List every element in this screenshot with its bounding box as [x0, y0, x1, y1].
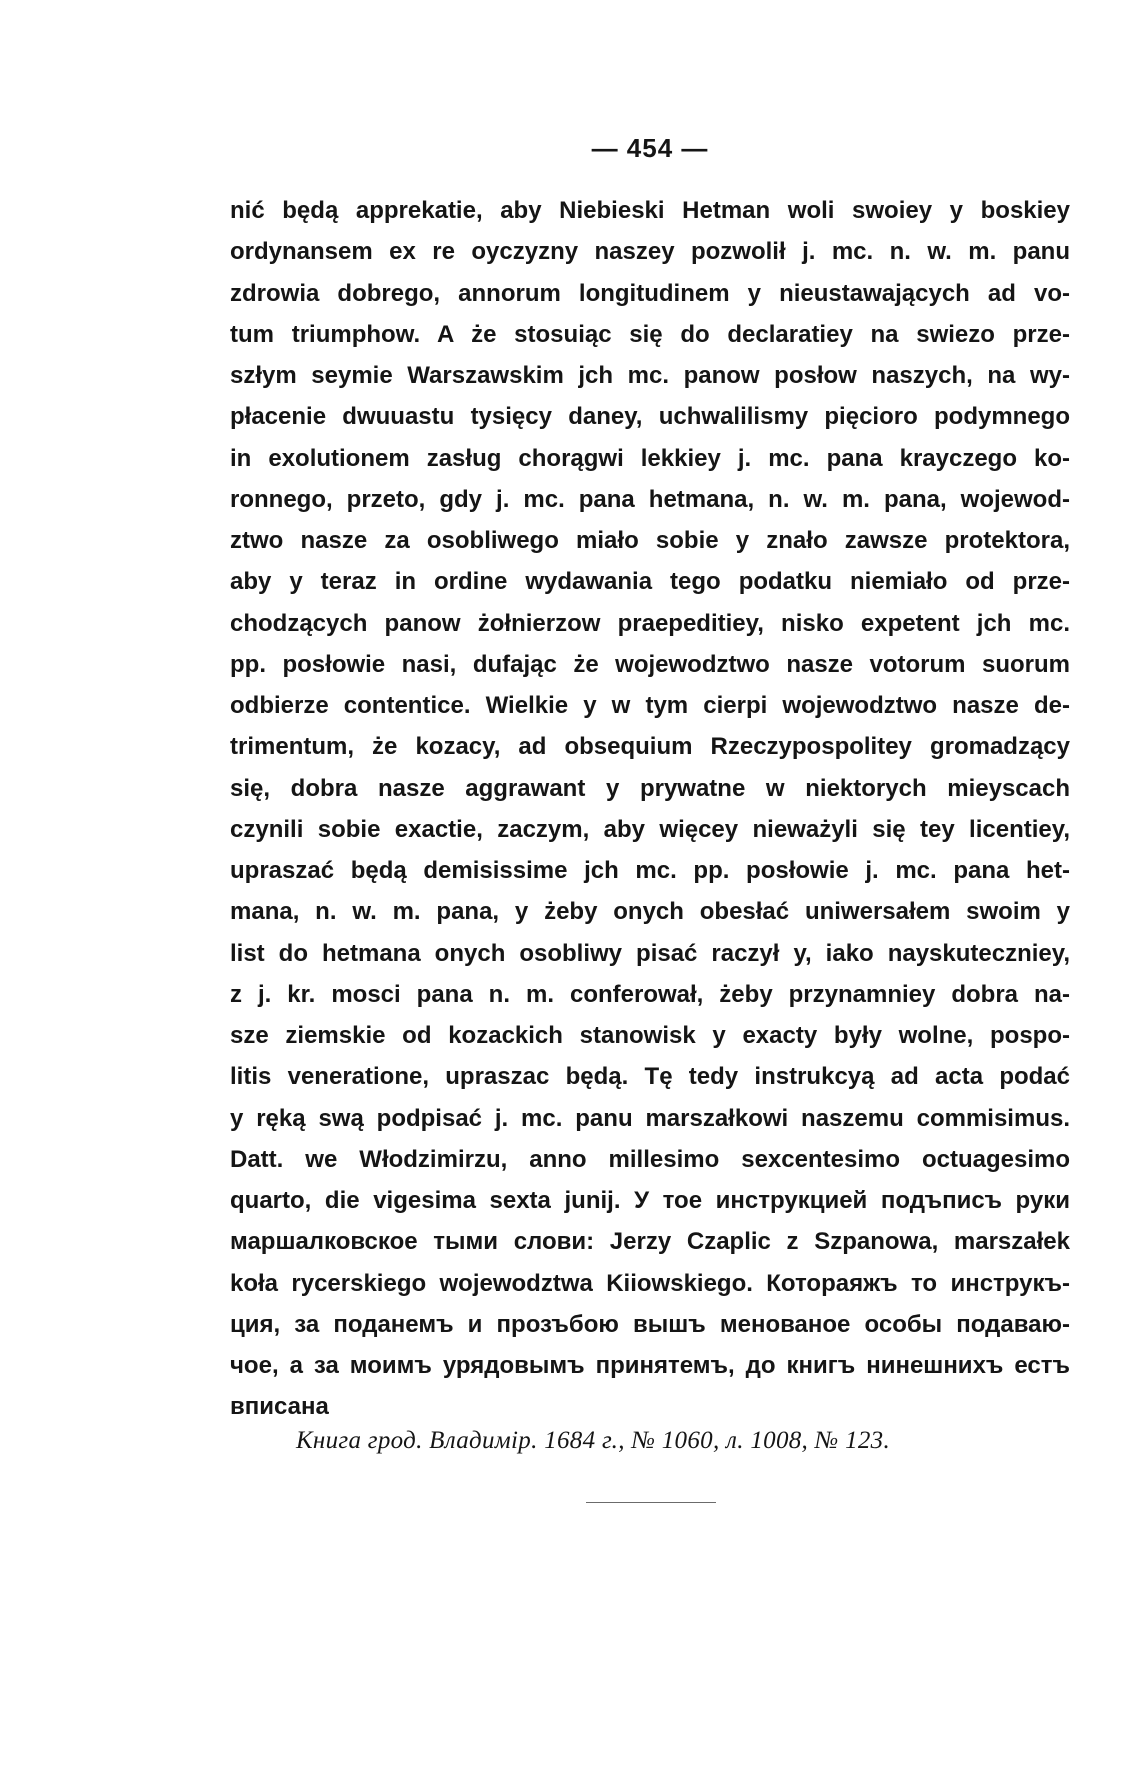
text-line: nić będą apprekatie, aby Niebieski Hetman woli swoiey y boskiey: [230, 197, 1070, 224]
text-line: się, dobra nasze aggrawant y prywatne w niektorych mieyscach: [230, 774, 1070, 802]
text-line: маршалковское тыми слови: Jerzy Czaplic z Szpanowa, marszałek: [230, 1228, 1070, 1256]
text-line: Datt. we Włodzimirzu, anno millesimo sexcentesimo octuagesimo: [230, 1145, 1070, 1173]
text-line: chodzących panow żołnierzow praepeditiey, nisko expetent jch mc.: [230, 609, 1070, 637]
text-line: ция, за поданемъ и прозъбою вышъ менованое особы подаваю-: [230, 1310, 1070, 1338]
text-line: odbierze contentice. Wielkie y w tym cierpi wojewodztwo nasze de-: [230, 692, 1070, 719]
text-line: koła rycerskiego wojewodztwa Kiiowskiego. Котораяжъ то инструкъ-: [230, 1269, 1070, 1297]
page-number: — 454 —: [591, 133, 709, 163]
text-line: litis veneratione, upraszac będą. Tę tedy instrukcyą ad acta podać: [230, 1063, 1070, 1091]
text-line: z j. kr. mosci pana n. m. conferował, żeby przynamniey dobra na-: [230, 980, 1070, 1008]
text-line: trimentum, że kozacy, ad obsequium Rzeczypospolitey gromadzący: [230, 733, 1070, 761]
text-line: mana, n. w. m. pana, y żeby onych obesłać uniwersałem swoim y: [230, 898, 1070, 926]
text-line: tum triumphow. A że stosuiąc się do declaratiey na swiezo prze-: [230, 320, 1070, 348]
text-line: y ręką swą podpisać j. mc. panu marszałkowi naszemu commisimus.: [230, 1104, 1070, 1132]
text-line: szłym seymie Warszawskim jch mc. panow posłow naszych, na wy-: [230, 362, 1070, 389]
text-line: aby y teraz in ordine wydawania tego podatku niemiało od prze-: [230, 568, 1070, 596]
text-line: czynili sobie exactie, zaczym, aby więcey nieważyli się tey licentiey,: [230, 815, 1070, 843]
archival-citation: Книга грод. Владимір. 1684 г., № 1060, л. 1008, № 123.: [296, 1427, 891, 1454]
text-line: płacenie dwuuastu tysięcy daney, uchwalilismy pięcioro podymnego: [230, 403, 1070, 431]
closing-rule: [586, 1502, 716, 1503]
text-line: ordynansem ex re oyczyzny naszey pozwolił j. mc. n. w. m. panu: [230, 238, 1070, 266]
text-line: upraszać będą demisissime jch mc. pp. posłowie j. mc. pana het-: [230, 857, 1070, 884]
text-line: sze ziemskie od kozackich stanowisk y exacty były wolne, pospo-: [230, 1022, 1070, 1049]
text-line: quarto, die vigesima sexta junij. У тое инструкцией подъписъ руки: [230, 1187, 1070, 1214]
text-line: pp. posłowie nasi, dufając że wojewodztwo nasze votorum suorum: [230, 650, 1070, 678]
text-line: ronnego, przeto, gdy j. mc. pana hetmana, n. w. m. pana, wojewod-: [230, 485, 1070, 513]
text-line: in exolutionem zasług chorągwi lekkiey j. mc. pana krayczego ko-: [230, 444, 1070, 472]
text-line: ztwo nasze za osobliwego miało sobie y znało zawsze protektora,: [230, 527, 1070, 554]
text-line: чое, а за моимъ урядовымъ принятемъ, до книгъ нинешнихъ естъ: [230, 1352, 1070, 1379]
text-line: list do hetmana onych osobliwy pisać raczył y, iako nayskuteczniey,: [230, 939, 1070, 967]
body-text: [230, 190, 1070, 1428]
text-line-last: вписана: [230, 1393, 329, 1421]
text-line: zdrowia dobrego, annorum longitudinem y nieustawających ad vo-: [230, 279, 1070, 307]
